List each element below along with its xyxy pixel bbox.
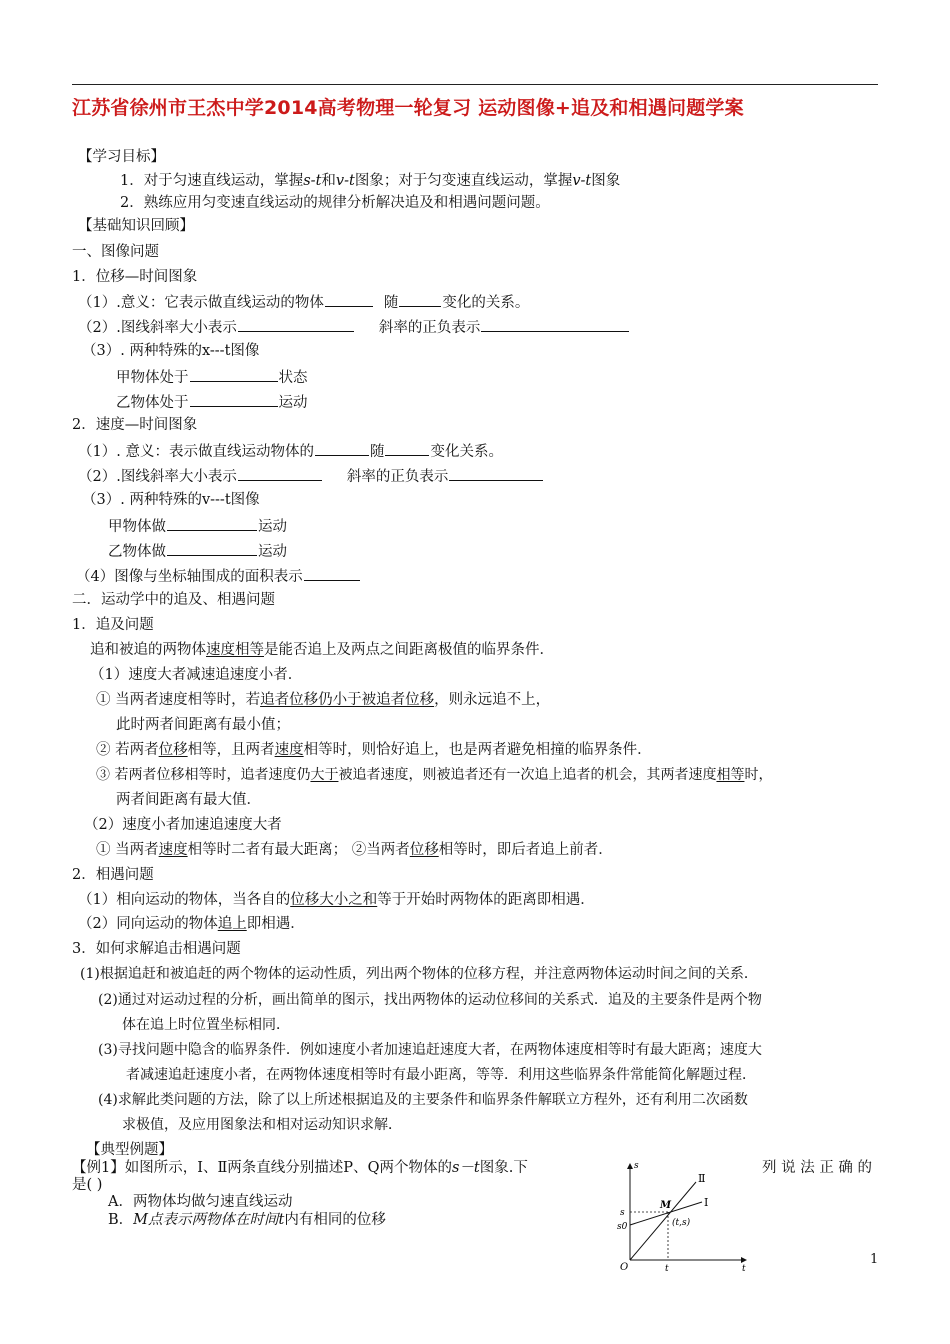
st-special: （3）. 两种特殊的x---t图像: [82, 343, 260, 359]
tick-label-s0: s0: [617, 1222, 628, 1232]
subsection-2-3: 3．如何求解追击相遇问题: [72, 941, 241, 957]
text: 相等时二者有最大距离； ②当两者: [187, 842, 410, 858]
axis-label-s: s: [634, 1161, 639, 1171]
text: ① 当两者: [96, 842, 159, 858]
goal-1-vt2: v-t: [572, 173, 592, 189]
st-meaning-c: 变化的关系。: [442, 295, 530, 311]
text: ② 若两者: [96, 742, 159, 758]
meet-m1: [78, 891, 595, 909]
text: ① 当两者速度相等时，若: [96, 692, 261, 708]
text: 是能否追上及两点之间距离极值的临界条件．: [264, 642, 554, 658]
subsection-1-2: 2．速度—时间图象: [72, 417, 198, 433]
vt-yi-b: 运动: [258, 544, 287, 560]
chase-p4: 此时两者间距离有最小值；: [116, 717, 290, 733]
subsection-2-2: 2．相遇问题: [72, 867, 154, 883]
vt-area-line: [76, 566, 361, 586]
blank[interactable]: [325, 292, 373, 307]
text: 被追者速度，则被追者还有一次追上追者的机会，其两者速度: [338, 767, 717, 783]
option-a[interactable]: A．两物体均做匀速直线运动: [108, 1194, 293, 1210]
vt-yi-line: [108, 541, 287, 561]
tick-label-t: t: [665, 1264, 669, 1274]
vt-jia-line: [108, 516, 287, 536]
chase-p2: （1）速度大者减速追速度小者．: [90, 667, 303, 683]
blank[interactable]: [238, 317, 354, 332]
goal-1-st: s-t: [303, 173, 322, 189]
goal-1-c: 图象: [591, 173, 621, 189]
text: ，则永远追不上，: [434, 692, 551, 708]
underlined-text: 大于: [310, 767, 339, 783]
blank[interactable]: [304, 566, 360, 581]
text: 即相遇．: [246, 916, 305, 932]
vt-jia-b: 运动: [258, 519, 287, 535]
blank[interactable]: [167, 541, 257, 556]
st-jia-a: 甲物体处于: [116, 370, 189, 386]
blank[interactable]: [190, 367, 278, 382]
chase-p3: [96, 691, 550, 709]
example-1-stem-right: 列 说 法 正 确 的: [762, 1160, 873, 1176]
underlined-text: 位移大小之和: [290, 892, 378, 908]
st-slope-a: （2）.图线斜率大小表示: [78, 320, 237, 336]
goal-1-and: 和: [321, 173, 336, 189]
text: 内有相同的位移: [284, 1212, 386, 1228]
examples-heading: 【典型例题】: [86, 1142, 173, 1158]
subsection-1-1: 1．位移—时间图象: [72, 269, 198, 285]
method-3a: (3)寻找问题中隐含的临界条件．例如速度小者加速追赶速度大者，在两物体速度相等时有最大距离；速度大: [98, 1042, 762, 1058]
axis-label-t: t: [742, 1264, 746, 1274]
st-meaning-a: （1）.意义：它表示做直线运动的物体: [78, 295, 324, 311]
method-1: (1)根据追赶和被追赶的两个物体的运动性质，列出两个物体的位移方程，并注意两物体运动时间之间的关系．: [80, 966, 758, 982]
st-slope-b: 斜率的正负表示: [378, 320, 481, 336]
chase-p1: [90, 641, 554, 659]
st-yi-b: 运动: [278, 395, 308, 411]
method-4a: (4)求解此类问题的方法，除了以上所述根据追及的主要条件和临界条件解联立方程外，还有利用二次函数: [98, 1092, 748, 1108]
text: M点表示两物体在时间: [133, 1212, 279, 1228]
st-yi-line: [116, 392, 308, 412]
option-b[interactable]: [108, 1211, 386, 1229]
chase-p7: 两者间距离有最大值．: [116, 792, 261, 808]
subsection-2-1: 1．追及问题: [72, 617, 154, 633]
underlined-text: 位移: [158, 742, 188, 758]
st-slope-line: [78, 317, 630, 337]
goal-1-a: 1．对于匀速直线运动，掌握: [120, 173, 304, 189]
st-jia-line: [116, 367, 308, 387]
blank[interactable]: [167, 516, 257, 531]
vt-special: （3）. 两种特殊的v---t图像: [82, 492, 260, 508]
vt-jia-a: 甲物体做: [108, 519, 166, 535]
goal-2: 2．熟练应用匀变速直线运动的规律分析解决追及和相遇问题问题。: [120, 195, 550, 211]
vt-slope-b: 斜率的正负表示: [346, 469, 449, 485]
text: 相等，且两者: [187, 742, 275, 758]
blank[interactable]: [385, 441, 429, 456]
chase-p5: [96, 741, 652, 759]
top-rule: [72, 84, 878, 85]
text: （2）同向运动的物体: [78, 916, 218, 932]
goal-1-vt: v-t: [335, 173, 355, 189]
line-label-I: Ⅰ: [704, 1196, 709, 1209]
section-1-heading: 一、图像问题: [72, 244, 159, 260]
chase-p8: （2）速度小者加速追速度大者: [84, 817, 282, 833]
goals-heading: 【学习目标】: [78, 149, 165, 165]
underlined-text: 位移: [409, 842, 439, 858]
vt-meaning-line: [78, 441, 503, 461]
underlined-text: 速度: [158, 842, 188, 858]
text: 追和被追的两物体: [90, 642, 206, 658]
review-heading: 【基础知识回顾】: [78, 218, 194, 234]
method-3b: 者减速追赶速度小者，在两物体速度相等时有最小距离，等等．利用这些临界条件常能简化解题过程．: [126, 1067, 756, 1083]
text: 【例1】如图所示，Ⅰ、Ⅱ两条直线分别描述P、Q两个物体的: [72, 1160, 452, 1176]
line-label-II: Ⅱ: [698, 1172, 706, 1185]
text: t: [278, 1212, 285, 1228]
vt-meaning-b: 随: [369, 444, 385, 460]
example-1-stem-end: 是( ): [72, 1177, 103, 1193]
text: s－t: [451, 1160, 480, 1176]
underlined-text: 追上: [217, 916, 247, 932]
section-2-heading: 二．运动学中的追及、相遇问题: [72, 592, 275, 608]
st-jia-b: 状态: [278, 370, 308, 386]
method-4b: 求极值，及应用图象法和相对运动知识求解．: [122, 1117, 402, 1133]
vt-meaning-c: 变化关系。: [430, 444, 503, 460]
meet-m2: [78, 915, 305, 933]
vt-yi-a: 乙物体做: [108, 544, 166, 560]
text: ③ 若两者位移相等时，追者速度仍: [96, 767, 311, 783]
blank[interactable]: [238, 466, 322, 481]
document-title: 江苏省徐州市王杰中学2014高考物理一轮复习 运动图像+追及和相遇问题学案: [72, 97, 744, 119]
chase-p9: [96, 841, 613, 859]
st-graph-figure: [612, 1158, 752, 1274]
vt-area-a: （4）图像与坐标轴围成的面积表示: [76, 569, 303, 585]
st-yi-a: 乙物体处于: [116, 395, 189, 411]
blank[interactable]: [315, 441, 369, 456]
st-meaning-b: 随: [383, 295, 399, 311]
vt-meaning-a: （1）. 意义：表示做直线运动物体的: [78, 444, 314, 460]
origin-label: O: [620, 1262, 629, 1273]
blank[interactable]: [449, 466, 543, 481]
point-coord-label: (t,s): [672, 1218, 691, 1228]
goal-1: [120, 172, 620, 190]
text: 等于开始时两物体的距离即相遇．: [377, 892, 595, 908]
example-1-stem: [72, 1159, 528, 1177]
goal-1-b: 图象；对于匀变速直线运动，掌握: [354, 173, 573, 189]
blank[interactable]: [190, 392, 278, 407]
vt-slope-line: [78, 466, 544, 486]
underlined-text: 追者位移仍小于被追者位移: [260, 692, 435, 708]
point-label-m: M: [660, 1200, 672, 1211]
text: （1）相向运动的物体，当各自的: [78, 892, 291, 908]
text: 图象.下: [479, 1160, 528, 1176]
underlined-text: 速度: [274, 742, 304, 758]
vt-slope-a: （2）.图线斜率大小表示: [78, 469, 237, 485]
st-meaning-line: [78, 292, 529, 312]
blank[interactable]: [481, 317, 629, 332]
underlined-text: 相等: [716, 767, 745, 783]
tick-label-s: s: [620, 1208, 625, 1218]
text: B．: [108, 1212, 134, 1228]
blank[interactable]: [399, 292, 441, 307]
method-2b: 体在追上时位置坐标相同．: [122, 1017, 290, 1033]
page-number: 1: [870, 1252, 879, 1267]
method-2a: (2)通过对运动过程的分析，画出简单的图示，找出两物体的运动位移间的关系式．追及的主要条件是两个物: [98, 992, 762, 1008]
chase-p6: [96, 766, 772, 784]
text: 相等时，即后者追上前者．: [438, 842, 613, 858]
text: 相等时，则恰好追上，也是两者避免相撞的临界条件．: [303, 742, 652, 758]
text: 时，: [744, 767, 773, 783]
underlined-text: 速度相等: [206, 642, 264, 658]
